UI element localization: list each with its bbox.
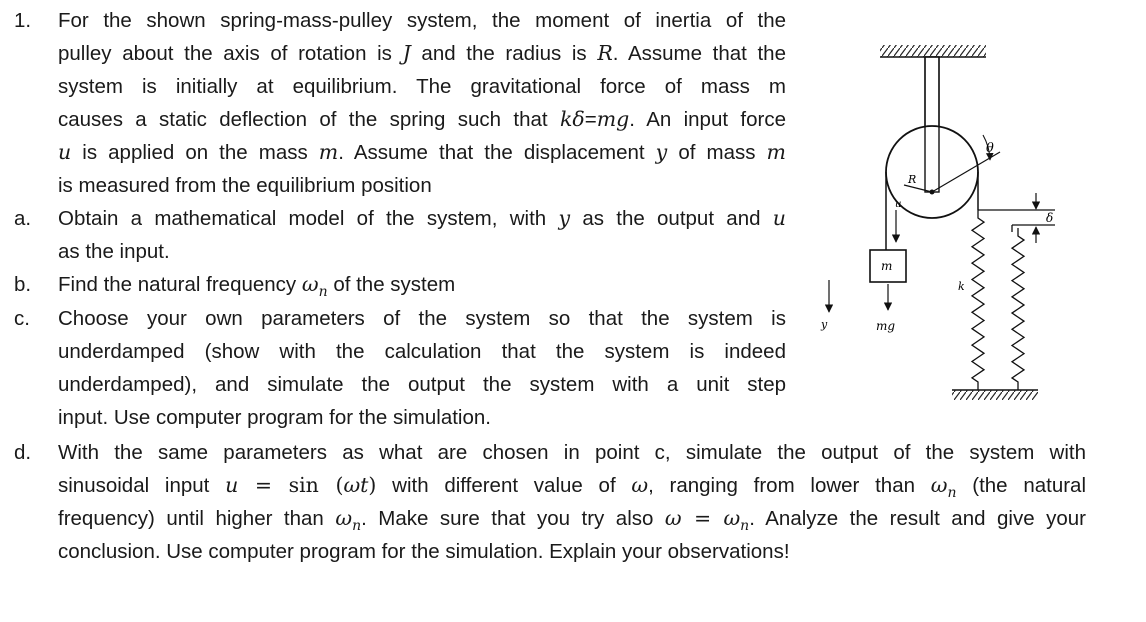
math-subscript: n	[318, 284, 328, 301]
part-line: Choose your own parameters of the system so that the system is	[58, 307, 786, 330]
problem-line: pulley about the axis of rotation is J and the radius is R. Assume that the	[58, 41, 786, 65]
problem-number: 1.	[14, 9, 32, 32]
math-subscript: n	[352, 518, 362, 535]
deflection-label: δ	[1046, 211, 1054, 225]
input-label: u	[895, 199, 902, 210]
math-symbol: ω	[664, 506, 682, 530]
math-symbol: y	[655, 140, 668, 164]
math-symbol: y	[558, 206, 571, 230]
math-symbol: ωt	[343, 473, 369, 497]
part-line: as the input.	[58, 240, 170, 263]
part-label: a.	[14, 207, 32, 230]
math-symbol: R	[597, 41, 613, 65]
displacement-label: y	[821, 318, 828, 331]
part-line: Find the natural frequency $\omega_n$ of the system	[58, 272, 456, 301]
part-label: b.	[14, 273, 32, 296]
part-line: Obtain a mathematical model of the system, with y as the output and u	[58, 206, 786, 230]
math-symbol: ω	[930, 473, 948, 497]
math-symbol: m	[766, 140, 786, 164]
math-symbol: u	[772, 206, 786, 230]
part-label: c.	[14, 307, 30, 330]
math-symbol: ω	[723, 506, 741, 530]
part-line: underdamped (show with the calculation that the system is indeed	[58, 340, 786, 363]
math-text: =	[681, 506, 724, 530]
math-text: )	[368, 473, 377, 497]
pulley	[886, 57, 1000, 218]
problem-line: is measured from the equilibrium position	[58, 174, 432, 197]
part-line: frequency) until higher than $\omega_n$. Make sure that you try also $\omega = \omega_n$. Analyze the result and give your	[58, 506, 1086, 535]
math-symbol: m	[318, 140, 339, 164]
part-line: sinusoidal input u = sin (ωt) with different value of ω, ranging from lower than $\omega_n$ (the natural	[58, 473, 1086, 502]
math-symbol: ω	[335, 506, 353, 530]
spring-k	[972, 210, 984, 390]
math-subscript: n	[947, 485, 957, 502]
spring-coil	[972, 210, 984, 390]
math-symbol: ω	[301, 272, 319, 296]
part-line: underdamped), and simulate the output the system with a unit step	[58, 373, 786, 396]
problem-line: For the shown spring-mass-pulley system, the moment of inertia of the	[58, 9, 786, 32]
weight-label: mg	[876, 319, 896, 333]
math-symbol: kδ	[559, 107, 585, 131]
ceiling-support	[880, 45, 986, 57]
math-symbol: mg	[596, 107, 630, 131]
math-symbol: ω	[631, 473, 649, 497]
theta-label: θ	[986, 141, 994, 156]
floor-support	[952, 390, 1038, 400]
radius-label: R	[908, 173, 917, 186]
math-text: = sin (	[238, 473, 344, 497]
problem-line: causes a static deflection of the spring such that kδ=mg. An input force	[58, 107, 786, 131]
problem-line: u is applied on the mass m. Assume that the displacement y of mass m	[58, 140, 786, 164]
part-line: input. Use computer program for the simulation.	[58, 406, 491, 429]
problem-line: system is initially at equilibrium. The gravitational force of mass m	[58, 75, 786, 98]
mass-label: m	[881, 259, 893, 273]
part-line: conclusion. Use computer program for the simulation. Explain your observations!	[58, 540, 790, 563]
spring-label: k	[958, 280, 965, 293]
math-symbol: u	[58, 140, 72, 164]
math-symbol: J	[402, 41, 411, 65]
spring-coil	[1012, 228, 1024, 390]
math-subscript: n	[740, 518, 750, 535]
spring-reference	[1012, 228, 1024, 390]
part-label: d.	[14, 441, 32, 464]
part-line: With the same parameters as what are chosen in point c, simulate the output of the system with	[58, 441, 1086, 464]
math-symbol: u	[225, 473, 239, 497]
